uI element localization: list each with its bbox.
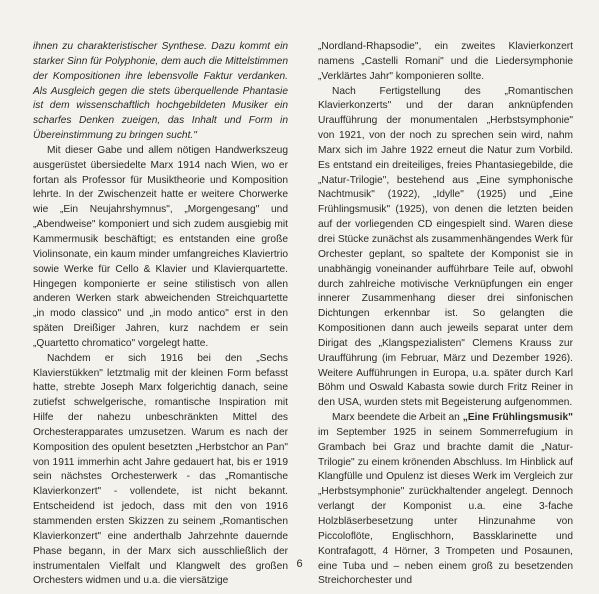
paragraph-lead-text: Marx beendete die Arbeit an xyxy=(332,412,463,424)
paragraph-vienna: Mit dieser Gabe und allem nötigen Handwerkszeug ausgerüstet übersiedelte Marx 1914 nach Wien, wo er fortan als Professor für Musiktheorie und Komposition lehrte. In der Zwischenzeit hatte er weitere Chorwerke wie „Ein Neujahrshymnus", „Morgengesang" und „Abendweise" komponiert und sich zudem ausgiebig mit Kammermusik beschäftigt; es entstanden eine große Violinsonate, ein kaum minder umfangreiches Klaviertrio sowie Werke für Cello & Klavier und Klavierquartette. Hingegen komponierte er seine stilistisch von allen anderen Werken stark abweichenden Streichquartette „in modo classico" und „in modo antico" erst in den späten Dreißiger Jahren, kurz nachdem er sein „Quartetto chromatico" vorgelegt hatte. xyxy=(33,144,288,349)
paragraph-quote-end: ihnen zu charakteristischer Synthese. Dazu kommt ein starker Sinn für Polyphonie, dem auch die Mittelstimmen der Kompositionen ihre lebensvolle Faktur verdanken. Als Ausgleich gegen die stets überquellende Phantasie ist dem wissenschaftlich hochgebildeten Musiker ein scharfes Denken zueigen, das Inhalt und Form in Übereinstimmung zu bringen sucht." xyxy=(33,41,288,142)
left-text-column xyxy=(33,40,288,589)
paragraph-body-text: im September 1925 in seinem Sommerrefugium in Grambach bei Graz und brachte damit die „Natur-Trilogie" zu einem krönenden Abschluss. Im Hinblick auf Klangfülle und Opulenz ist dieses Werk im Vergleich zur „Herbstsymphonie" zurückhaltender angelegt. Dennoch verlangt der Komponist u.a. eine 3-fache Holzbläserbesetzung unter Hinzunahme von Piccoloflöte, Englischhorn, Bassklarinette und Kontrafagott, 4 Hörner, 3 Trompeten und Posaunen, eine Tuba und – neben einem groß zu besetzenden Streichorchester und xyxy=(318,426,573,587)
work-title-bold: „Eine Frühlingsmusik" xyxy=(462,412,574,424)
paragraph-natur-trilogie: Nach Fertigstellung des „Romantischen Klavierkonzerts" und der daran anknüpfenden Uraufführung der monumentalen „Herbstsymphonie" von 1921, von der noch zu sprechen sein wird, nahm Marx sich im Jahre 1922 erneut die Natur zum Vorbild. Es entstand ein dreiteiliges, freies Phantasiegebilde, die „Natur-Trilogie", bestehend aus „Eine symphonische Nachtmusik" (1922), „Idylle" (1925) und „Eine Frühlingsmusik" (1925), von denen die letzten beiden auf der vorliegenden CD eingespielt sind. Waren diese drei Stücke zunächst als zusammenhängendes Werk für Orchester geplant, so spaltete der Komponist sie in unabhängig voneinander aufführbare Teile auf, obwohl durch zahlreiche motivische Verknüpfungen ein enger innerer Zusammenhang dieser drei sinfonischen Dichtungen erkennbar ist. So gelangten die Kompositionen dann auch jeweils separat unter dem Dirigat des „Klangspezialisten" Clemens Krauss zur Uraufführung (im Februar, März und Dezember 1926). Weitere Aufführungen in Europa, u.a. später durch Karl Böhm und Oswald Kabasta sowie durch Fritz Reiner in den USA, wurden stets mit Begeisterung aufgenommen. xyxy=(318,85,573,409)
paragraph-orchestra: Nachdem er sich 1916 bei den „Sechs Klavierstükken" letztmalig mit der kleinen Form befasst hatte, strebte Joseph Marx folgerichtig danach, seine zutiefst schwelgerische, romantische Inspiration mit Hilfe der nahezu unbeschränkten Mittel des Orchesterapparates umzusetzen. Warum es nach der Komposition des opulent besetzten „Herbstchor an Pan" von 1911 immerhin acht Jahre gedauert hat, bis er 1919 sein nächstes Orchesterwerk - das „Romantische Klavierkonzert" - vollendete, ist nicht bekannt. Entscheidend ist jedoch, dass mit den von 1916 stammenden ersten Skizzen zu seinem „Romantischen Klavierkonzert" eine anderthalb Jahrzehnte dauernde Phase begann, in der Marx sich ausschließlich der instrumentalen Vielfalt und Klangwelt des großen Orchesters widmen und u.a. die viersätzige xyxy=(33,352,288,587)
paragraph-continuation: „Nordland-Rhapsodie", ein zweites Klavierkonzert namens „Castelli Romani" und die Liedersymphonie „Verklärtes Jahr" komponieren sollte. xyxy=(318,41,573,82)
right-text-column xyxy=(318,40,573,589)
page-number: 6 xyxy=(296,558,303,570)
